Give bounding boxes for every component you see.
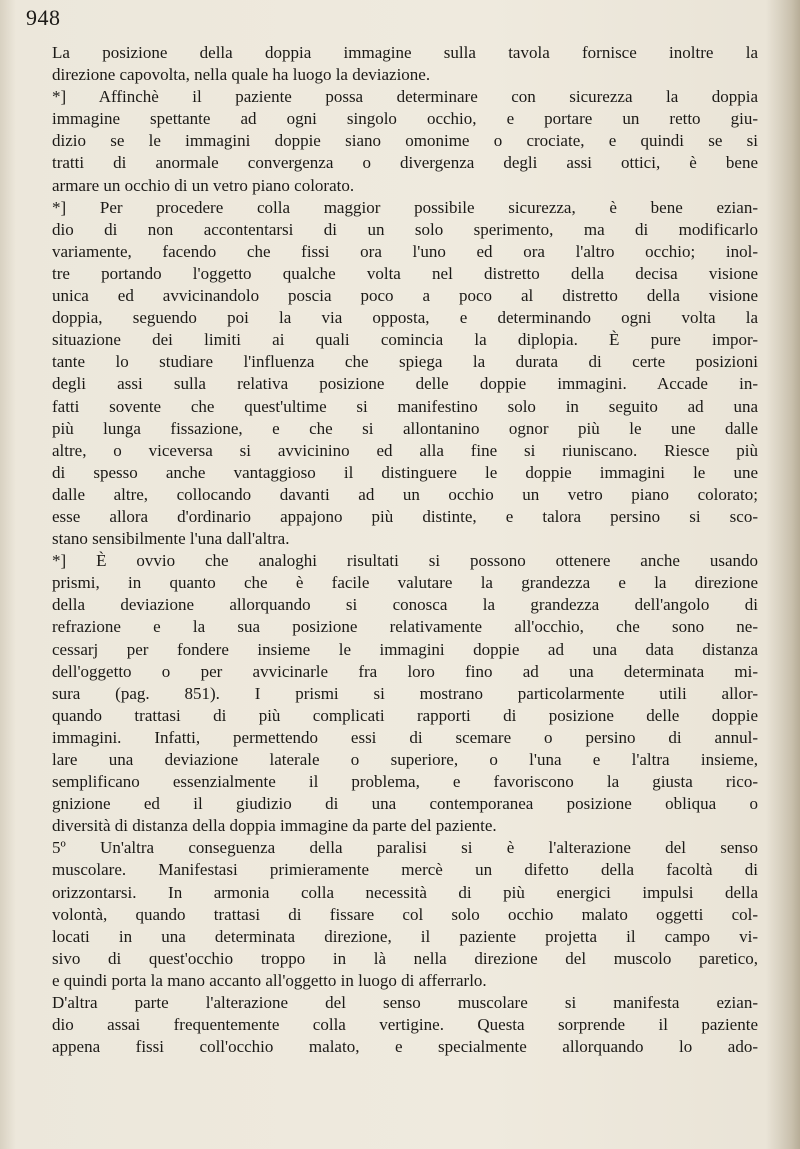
text-line: esse allora d'ordinario appajono più distinte, e talora persino si sco- <box>52 506 758 526</box>
text-line: dalle altre, collocando davanti ad un occhio un vetro piano colorato; <box>52 484 758 504</box>
text-line: armare un occhio di un vetro piano colorato. <box>52 175 355 195</box>
text-line: situazione dei limiti ai quali comincia la diplopia. È pure impor- <box>52 330 758 350</box>
text-line: variamente, facendo che fissi ora l'uno ed ora l'altro occhio; inol- <box>52 241 758 261</box>
text-line: diversità di distanza della doppia immagine da parte del paziente. <box>52 816 497 836</box>
text-line: e quindi porta la mano accanto all'oggetto in luogo di afferrarlo. <box>52 970 487 990</box>
text-line: unica ed avvicinandolo poscia poco a poco al distretto della visione <box>52 286 758 306</box>
page-edge-shadow <box>766 0 800 1149</box>
text-line: fatti sovente che quest'ultime si manifestino solo in seguito ad una <box>52 396 758 416</box>
text-line: volontà, quando trattasi di fissare col solo occhio malato oggetti col- <box>52 904 758 924</box>
text-line: prismi, in quanto che è facile valutare la grandezza e la direzione <box>52 573 758 593</box>
text-line: La posizione della doppia immagine sulla tavola fornisce inoltre la <box>52 43 758 62</box>
text-line: quando trattasi di più complicati rapporti di posizione delle doppie <box>52 705 758 725</box>
text-line: sivo di quest'occhio troppo in là nella direzione del muscolo paretico, <box>52 948 758 968</box>
text-line: degli assi sulla relativa posizione delle doppie immagini. Accade in- <box>52 374 758 394</box>
text-line: dio di non accontentarsi di un solo sperimento, ma di modificarlo <box>52 219 758 239</box>
text-line: sura (pag. 851). I prismi si mostrano particolarmente utili allor- <box>52 683 758 703</box>
body-text <box>52 42 758 1058</box>
text-line: *] È ovvio che analoghi risultati si possono ottenere anche usando <box>52 551 758 571</box>
text-line: *] Affinchè il paziente possa determinare con sicurezza la doppia <box>52 87 758 107</box>
page-number: 948 <box>26 5 61 30</box>
text-line: locati in una determinata direzione, il paziente projetta il campo vi- <box>52 926 758 946</box>
text-line: lare una deviazione laterale o superiore, o l'una e l'altra insieme, <box>52 750 758 769</box>
text-line: D'altra parte l'alterazione del senso muscolare si manifesta ezian- <box>52 993 758 1013</box>
text-line: orizzontarsi. In armonia colla necessità di più energici impulsi della <box>52 882 758 902</box>
text-line: refrazione e la sua posizione relativamente all'occhio, che sono ne- <box>52 617 758 637</box>
binding-shadow <box>0 0 16 1149</box>
text-line: cessarj per fondere insieme le immagini doppie ad una data distanza <box>52 639 758 659</box>
text-line: direzione capovolta, nella quale ha luogo la deviazione. <box>52 65 431 85</box>
text-line: *] Per procedere colla maggior possibile sicurezza, è bene ezian- <box>52 197 758 217</box>
text-line: muscolare. Manifestasi primieramente mercè un difetto della facoltà di <box>52 860 758 880</box>
text-line: altre, o viceversa si avvicinino ed alla fine si riuniscano. Riesce più <box>52 440 758 460</box>
text-line: tratti di anormale convergenza o divergenza degli assi ottici, è bene <box>52 153 758 173</box>
text-line: immagini. Infatti, permettendo essi di scemare o persino di annul- <box>52 727 758 747</box>
text-line: di spesso anche vantaggioso il distinguere le doppie immagini le une <box>52 462 758 482</box>
text-line: dio assai frequentemente colla vertigine. Questa sorprende il paziente <box>52 1015 758 1035</box>
text-line: della deviazione allorquando si conosca la grandezza dell'angolo di <box>52 595 758 615</box>
text-line: semplificano essenzialmente il problema, e favoriscono la giusta rico- <box>52 772 758 792</box>
text-line: stano sensibilmente l'una dall'altra. <box>52 529 290 549</box>
text-line: tante lo studiare l'influenza che spiega la durata di certe posizioni <box>52 352 758 372</box>
text-line: doppia, seguendo poi la via opposta, e determinando ogni volta la <box>52 308 758 328</box>
text-line: dizio se le immagini doppie siano omonime o crociate, e quindi se si <box>52 131 758 151</box>
text-line: immagine spettante ad ogni singolo occhio, e portare un retto giu- <box>52 109 758 129</box>
text-line: più lunga fissazione, e che si allontanino ognor più le une dalle <box>52 418 758 438</box>
text-line: 5º Un'altra conseguenza della paralisi si è l'alterazione del senso <box>52 838 758 858</box>
text-line: dell'oggetto o per avvicinarle fra loro fino ad una determinata mi- <box>52 661 758 681</box>
text-line: tre portando l'oggetto qualche volta nel distretto della decisa visione <box>52 263 758 283</box>
text-line: appena fissi coll'occhio malato, e specialmente allorquando lo ado- <box>52 1037 758 1057</box>
text-line: gnizione ed il giudizio di una contemporanea posizione obliqua o <box>52 794 758 814</box>
